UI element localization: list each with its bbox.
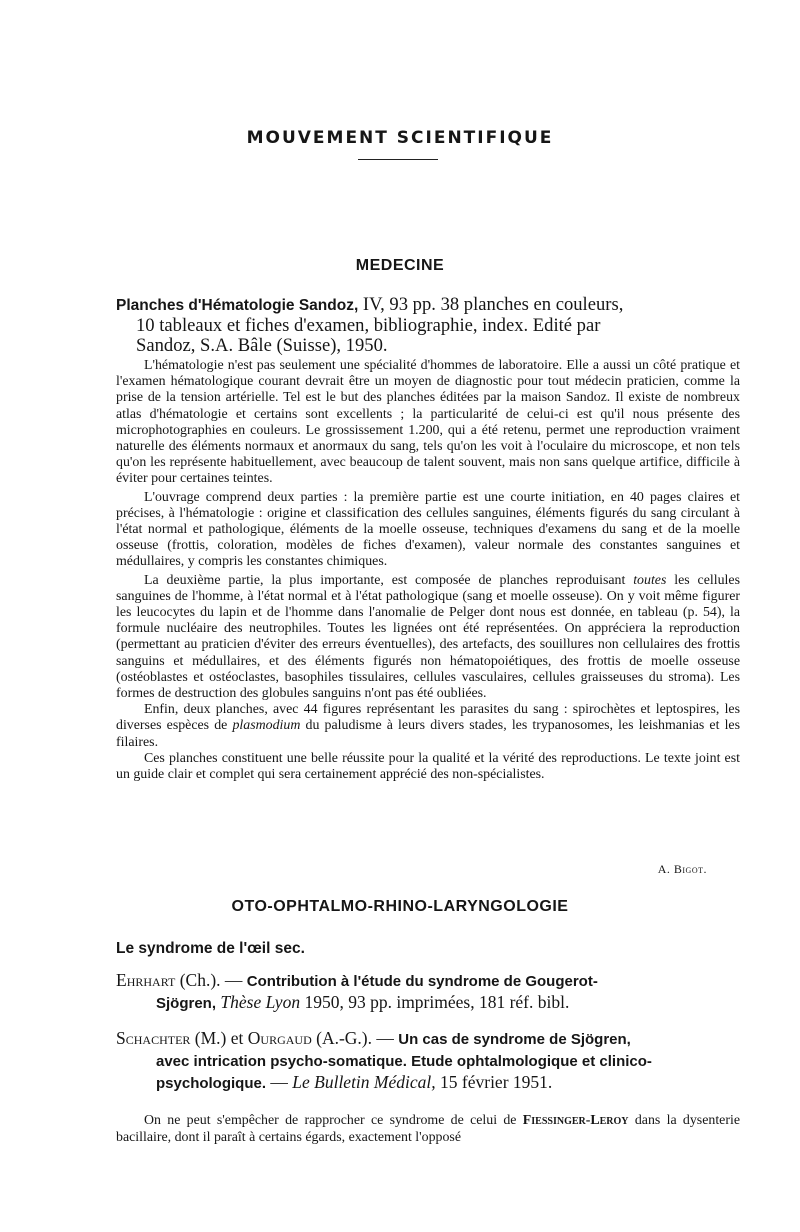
paragraph [116, 702, 740, 751]
paragraph: Ces planches constituent une belle réussite pour la qualité et la vérité des reproductions. Le texte joint est un guide clair et complet qui sera certainement apprécié des non-spécialistes. [116, 750, 740, 783]
reference-separator: — [266, 1072, 293, 1092]
reference-author: Ehrhart [116, 970, 176, 990]
paragraph [116, 490, 740, 571]
reference-line-3: Sandoz, S.A. Bâle (Suisse), 1950. [136, 335, 388, 356]
paragraph [116, 1112, 740, 1146]
paragraph-text: La deuxième partie, la plus importante, est composée de planches reproduisant [144, 572, 634, 588]
reference-line-2 [116, 1050, 740, 1072]
paragraph-text: dans la dysenterie bacillaire, dont il paraît à certains égards, exactement l'opposé [116, 1113, 740, 1145]
review-body-syndrome [116, 1112, 740, 1146]
reference-details: 1950, 93 pp. imprimées, 181 réf. bibl. [300, 992, 570, 1012]
emphasis-text: toutes [633, 572, 667, 588]
reference-title: Contribution à l'étude du syndrome de Gougerot- [246, 973, 598, 990]
reference-author-initials: (A.-G.). — [311, 1028, 399, 1048]
reference-title: avec intrication psycho-somatique. Etude ophtalmologique et clinico- [156, 1053, 652, 1070]
paragraph-text: les cellules sanguines de l'homme, à l'état normal et à l'état pathologique (sang et moelle osseuse). On y voit même figurer les leucocytes du lapin et de l'homme dans l'anomalie de Pelger dont nous est donnée, en tableau (p. 54), la formule nucléaire des neutrophiles. Toutes les lignées ont été représentées. On appréciera la reproduction (permettant au praticien d'éviter des erreurs éventuelles), des artefacts, des souillures non cellulaires des frottis sanguins et médullaires, et des éléments figurés non hématopoiétiques, des frottis de moelle osseuse (ostéoblastes et ostéoclastes, basophiles tissulaires, cellules vasculaires, cellules graisseuses du stroma). Les formes de destruction des globules sanguins n'ont pas été oubliées. [116, 572, 740, 702]
reference-planches-hematologie [116, 295, 741, 356]
reference-schachter [116, 1028, 740, 1094]
section-heading-medecine: MEDECINE [355, 257, 445, 274]
paragraph-text: L'ouvrage comprend deux parties : la première partie est une courte initiation, en 40 pages claires et précises, à l'hématologie : origine et classification des cellules sanguines, éléments figurés du sang circulant à l'état normal et pathologique, éléments de la moelle osseuse, techniques d'examens du sang et de la moelle osseuse (frottis, coloration, modèles de fiches d'examen), valeur normale des constantes sanguines et médullaires, y compris les constantes chimiques. [116, 489, 740, 570]
reference-line-2 [116, 992, 740, 1014]
reference-line-3 [116, 1072, 740, 1094]
subsection-heading: Le syndrome de l'œil sec. [116, 940, 305, 957]
reference-line-2: 10 tableaux et fiches d'examen, bibliographie, index. Edité par [136, 315, 601, 336]
reference-title: Sjögren, [156, 995, 217, 1012]
reference-author: Ourgaud [247, 1028, 312, 1048]
paragraph-text: du paludisme à leurs divers stades, les trypanosomes, les leishmanias et les filaires. [116, 718, 741, 750]
reference-source: Le Bulletin Médical, [292, 1072, 436, 1092]
reference-title: psychologique. [156, 1075, 267, 1092]
paragraph [116, 573, 740, 703]
section-heading-orl: OTO-OPHTALMO-RHINO-LARYNGOLOGIE [231, 898, 569, 915]
reference-author-initials: (Ch.). — [175, 970, 247, 990]
reference-line-1 [116, 1028, 740, 1050]
header-rule [358, 159, 438, 160]
paragraph-text: On ne peut s'empêcher de rapprocher ce syndrome de celui de [144, 1113, 523, 1128]
page-header-title: MOUVEMENT SCIENTIFIQUE [246, 128, 554, 148]
paragraph-text: Enfin, deux planches, avec 44 figures représentant les parasites du sang : spirochètes et leptospires, les diverses espèces de [116, 702, 740, 734]
author-signature: A. Bigot. [657, 862, 707, 876]
reference-source: Thèse Lyon [220, 992, 301, 1012]
reference-details: 15 février 1951. [435, 1072, 553, 1092]
reference-line-1 [116, 295, 741, 316]
review-body-hematologie [116, 358, 740, 783]
paragraph: L'hématologie n'est pas seulement une spécialité d'hommes de laboratoire. Elle a aussi un côté pratique et l'examen hématologique courant devrait être un moyen de diagnostic pour tout médecin praticien, comme la prise de la tension artérielle. Tel est le but des planches éditées par la maison Sandoz. Il existe de nombreux atlas d'hématologie et certains sont excellents ; la particularité de celui-ci est qu'il nous présente des microphotographies en couleurs. Le grossissement 1.200, qui a été retenu, permet une reproduction vraiment naturelle des éléments normaux et anormaux du sang, tels qu'on les voit à l'oculaire du microscope, et non tels qu'on les représente habituellement, avec beaucoup de talent souvent, mais non sans quelque artifice, difficile à éviter pour certaines teintes. [116, 358, 740, 487]
reference-title: Un cas de syndrome de Sjögren, [398, 1031, 631, 1048]
reference-ehrhart [116, 970, 740, 1014]
reference-author-initials: (M.) et [190, 1028, 248, 1048]
reference-details: IV, 93 pp. 38 planches en couleurs, [358, 294, 624, 315]
emphasis-text: plasmodium [232, 718, 301, 734]
cited-name: Fiessinger-Leroy [522, 1113, 629, 1128]
reference-author: Schachter [116, 1028, 191, 1048]
reference-title: Planches d'Hématologie Sandoz, [116, 297, 359, 314]
reference-line-1 [116, 970, 740, 992]
